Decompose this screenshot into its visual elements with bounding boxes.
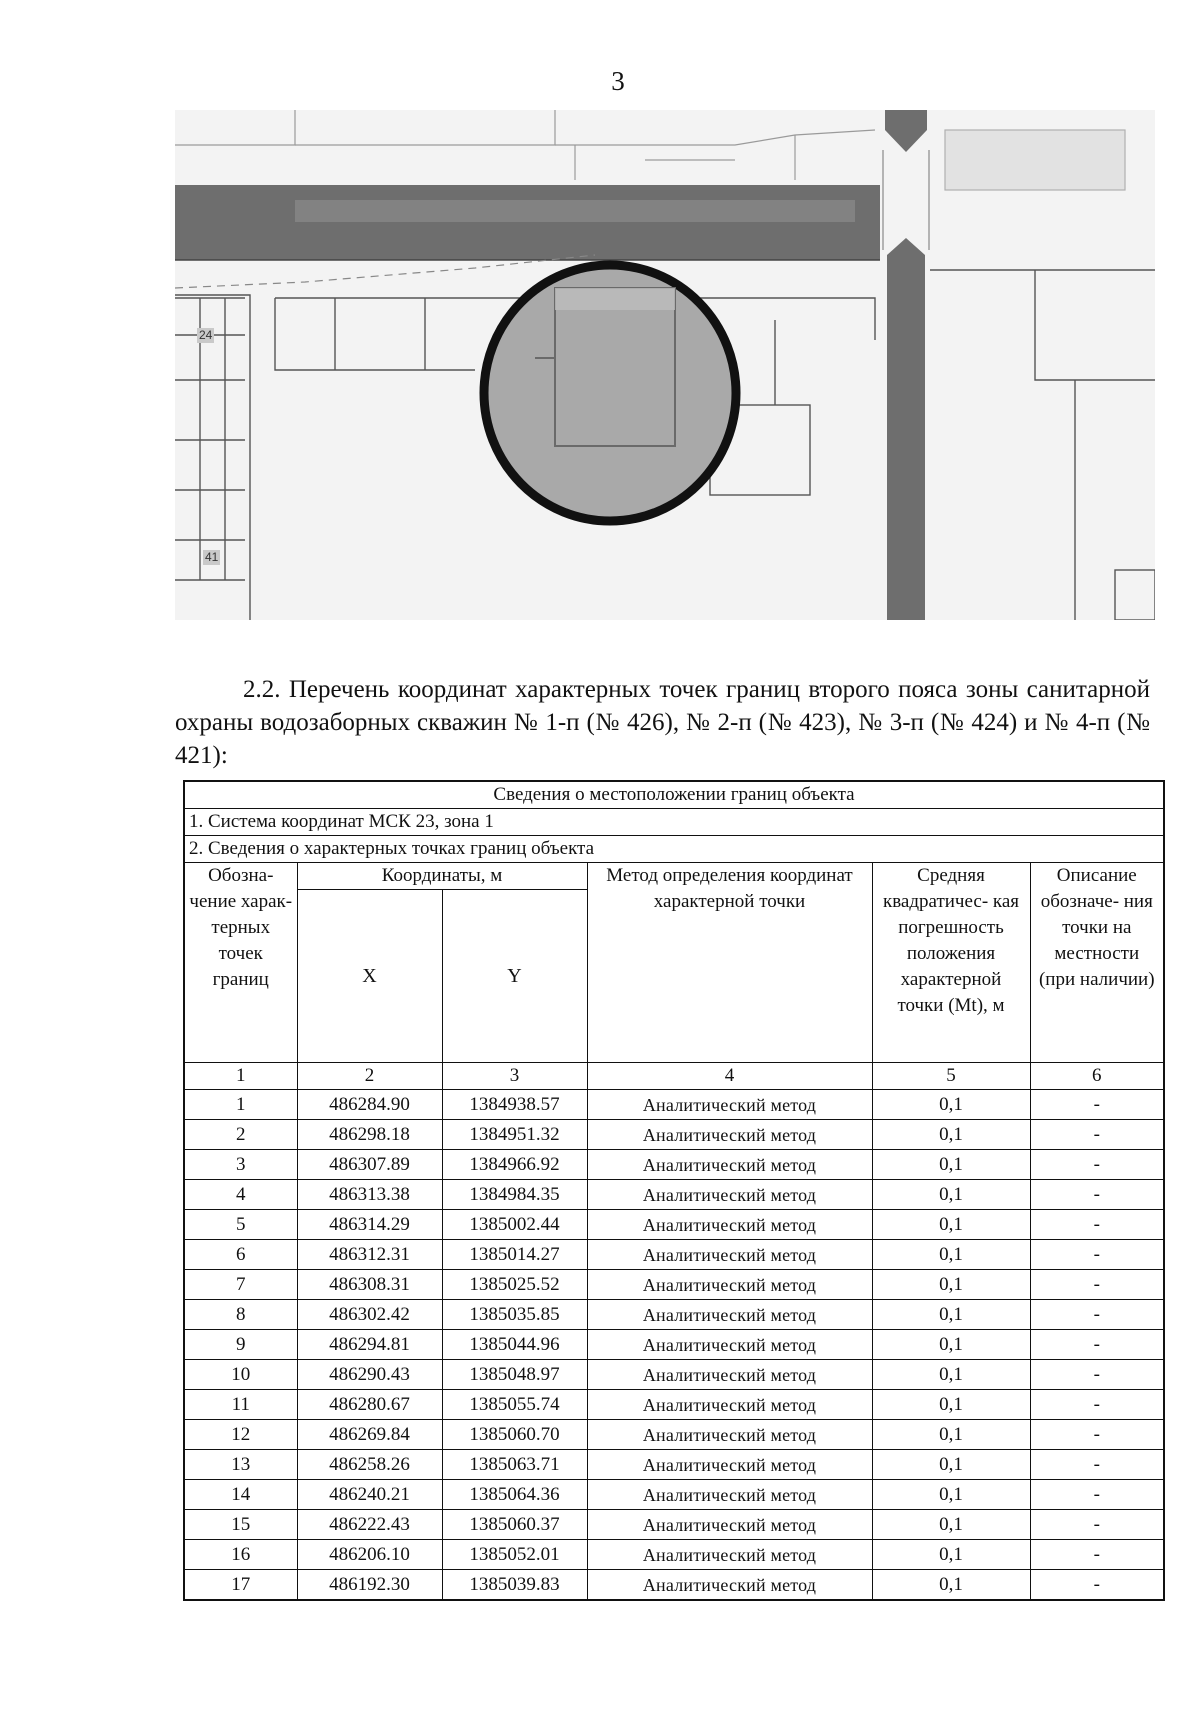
cell-point-number: 17 [184,1570,297,1601]
header-x: X [297,890,442,1063]
cell-accuracy: 0,1 [872,1120,1030,1150]
column-number: 2 [297,1063,442,1090]
cell-method: Аналитический метод [587,1420,872,1450]
table-header-row [184,863,1164,890]
cell-coord-x: 486313.38 [297,1180,442,1210]
table-row [184,1150,1164,1180]
cell-description: - [1030,1330,1164,1360]
header-designation: Обозна- чение харак- терных точек границ [184,863,297,1063]
zone-map [175,110,1155,620]
cell-point-number: 2 [184,1120,297,1150]
column-number-row [184,1063,1164,1090]
cell-point-number: 14 [184,1480,297,1510]
cell-coord-y: 1384951.32 [442,1120,587,1150]
header-description: Описание обозначе- ния точки на местности (при наличии) [1030,863,1164,1063]
cell-description: - [1030,1390,1164,1420]
cell-coord-y: 1385060.37 [442,1510,587,1540]
cell-accuracy: 0,1 [872,1510,1030,1540]
cell-method: Аналитический метод [587,1150,872,1180]
cell-coord-x: 486280.67 [297,1390,442,1420]
cell-coord-x: 486302.42 [297,1300,442,1330]
cell-coord-y: 1385052.01 [442,1540,587,1570]
cell-method: Аналитический метод [587,1240,872,1270]
cell-coord-x: 486269.84 [297,1420,442,1450]
cell-point-number: 16 [184,1540,297,1570]
cell-point-number: 4 [184,1180,297,1210]
cell-accuracy: 0,1 [872,1330,1030,1360]
column-number: 3 [442,1063,587,1090]
section-paragraph: 2.2. Перечень координат характерных точек границ второго пояса зоны санитарной охраны водозаборных скважин № 1-п (№ 426), № 2-п (№ 423), № 3-п (№ 424) и № 4-п (№ 421): [175,676,1150,769]
cell-description: - [1030,1270,1164,1300]
map-road-horizontal [175,185,880,260]
cell-description: - [1030,1360,1164,1390]
points-section-title: 2. Сведения о характерных точках границ объекта [184,836,1164,863]
cell-accuracy: 0,1 [872,1390,1030,1420]
cell-point-number: 6 [184,1240,297,1270]
table-row [184,1300,1164,1330]
cell-point-number: 13 [184,1450,297,1480]
cell-coord-x: 486290.43 [297,1360,442,1390]
cell-coord-x: 486312.31 [297,1240,442,1270]
column-number: 4 [587,1063,872,1090]
cell-point-number: 3 [184,1150,297,1180]
cell-coord-y: 1385060.70 [442,1420,587,1450]
cell-point-number: 5 [184,1210,297,1240]
cell-method: Аналитический метод [587,1300,872,1330]
cell-accuracy: 0,1 [872,1360,1030,1390]
cell-method: Аналитический метод [587,1450,872,1480]
cell-accuracy: 0,1 [872,1300,1030,1330]
table-row [184,1180,1164,1210]
table-row [184,1090,1164,1120]
cell-accuracy: 0,1 [872,1420,1030,1450]
cell-coord-x: 486240.21 [297,1480,442,1510]
coordinate-system: 1. Система координат МСК 23, зона 1 [184,809,1164,836]
page-number: 3 [611,66,625,96]
cell-coord-x: 486206.10 [297,1540,442,1570]
cell-accuracy: 0,1 [872,1090,1030,1120]
table-section-row [184,836,1164,863]
cell-accuracy: 0,1 [872,1210,1030,1240]
cell-description: - [1030,1090,1164,1120]
cell-description: - [1030,1240,1164,1270]
table-row [184,1240,1164,1270]
table-row [184,1120,1164,1150]
coordinates-table [183,780,1165,1601]
cell-description: - [1030,1450,1164,1480]
cell-coord-y: 1384966.92 [442,1150,587,1180]
cell-accuracy: 0,1 [872,1540,1030,1570]
header-y: Y [442,890,587,1063]
cell-coord-y: 1384984.35 [442,1180,587,1210]
cell-description: - [1030,1300,1164,1330]
cell-coord-x: 486294.81 [297,1330,442,1360]
cell-coord-x: 486298.18 [297,1120,442,1150]
cell-coord-x: 486307.89 [297,1150,442,1180]
cell-description: - [1030,1180,1164,1210]
table-row [184,1360,1164,1390]
table-row [184,1390,1164,1420]
cell-coord-y: 1385064.36 [442,1480,587,1510]
cell-accuracy: 0,1 [872,1480,1030,1510]
cell-accuracy: 0,1 [872,1270,1030,1300]
cell-accuracy: 0,1 [872,1450,1030,1480]
cell-description: - [1030,1510,1164,1540]
cell-coord-x: 486222.43 [297,1510,442,1540]
cell-coord-y: 1385048.97 [442,1360,587,1390]
cell-coord-y: 1385044.96 [442,1330,587,1360]
cell-method: Аналитический метод [587,1570,872,1601]
cell-coord-x: 486192.30 [297,1570,442,1601]
cell-method: Аналитический метод [587,1480,872,1510]
cell-point-number: 1 [184,1090,297,1120]
cell-point-number: 15 [184,1510,297,1540]
table-row [184,1270,1164,1300]
table-section-row [184,809,1164,836]
cell-description: - [1030,1420,1164,1450]
cell-point-number: 11 [184,1390,297,1420]
cell-coord-x: 486258.26 [297,1450,442,1480]
cell-coord-x: 486308.31 [297,1270,442,1300]
cell-method: Аналитический метод [587,1270,872,1300]
column-number: 6 [1030,1063,1164,1090]
cell-point-number: 12 [184,1420,297,1450]
table-row [184,1450,1164,1480]
cell-method: Аналитический метод [587,1180,872,1210]
cell-description: - [1030,1210,1164,1240]
table-row [184,1540,1164,1570]
column-number: 1 [184,1063,297,1090]
cell-coord-y: 1385035.85 [442,1300,587,1330]
map-label-24: 24 [199,328,213,342]
map-label-41: 41 [205,550,219,564]
cell-coord-x: 486314.29 [297,1210,442,1240]
cell-coord-y: 1385039.83 [442,1570,587,1601]
cell-coord-y: 1385025.52 [442,1270,587,1300]
cell-point-number: 9 [184,1330,297,1360]
table-title: Сведения о местоположении границ объекта [184,781,1164,809]
cell-method: Аналитический метод [587,1540,872,1570]
cell-accuracy: 0,1 [872,1180,1030,1210]
cell-method: Аналитический метод [587,1390,872,1420]
map-drawing [175,110,1155,620]
cell-coord-y: 1385002.44 [442,1210,587,1240]
cell-coord-y: 1384938.57 [442,1090,587,1120]
cell-coord-x: 486284.90 [297,1090,442,1120]
cell-coord-y: 1385014.27 [442,1240,587,1270]
cell-description: - [1030,1150,1164,1180]
cell-point-number: 10 [184,1360,297,1390]
cell-point-number: 7 [184,1270,297,1300]
cell-method: Аналитический метод [587,1510,872,1540]
table-row [184,1330,1164,1360]
coordinates-table-container [183,780,1163,1601]
cell-description: - [1030,1480,1164,1510]
cell-method: Аналитический метод [587,1330,872,1360]
column-number: 5 [872,1063,1030,1090]
header-accuracy: Средняя квадратичес- кая погрешность положения характерной точки (Mt), м [872,863,1030,1063]
cell-accuracy: 0,1 [872,1240,1030,1270]
cell-coord-y: 1385063.71 [442,1450,587,1480]
table-row [184,1420,1164,1450]
cell-method: Аналитический метод [587,1360,872,1390]
cell-description: - [1030,1120,1164,1150]
cell-point-number: 8 [184,1300,297,1330]
cell-method: Аналитический метод [587,1210,872,1240]
table-row [184,1510,1164,1540]
cell-description: - [1030,1570,1164,1601]
cell-accuracy: 0,1 [872,1150,1030,1180]
header-method: Метод определения координат характерной точки [587,863,872,1063]
cell-coord-y: 1385055.74 [442,1390,587,1420]
header-coords: Координаты, м [297,863,587,890]
table-row [184,1480,1164,1510]
table-row [184,1210,1164,1240]
cell-method: Аналитический метод [587,1090,872,1120]
table-title-row [184,781,1164,809]
cell-method: Аналитический метод [587,1120,872,1150]
cell-accuracy: 0,1 [872,1570,1030,1601]
cell-description: - [1030,1540,1164,1570]
table-row [184,1570,1164,1601]
